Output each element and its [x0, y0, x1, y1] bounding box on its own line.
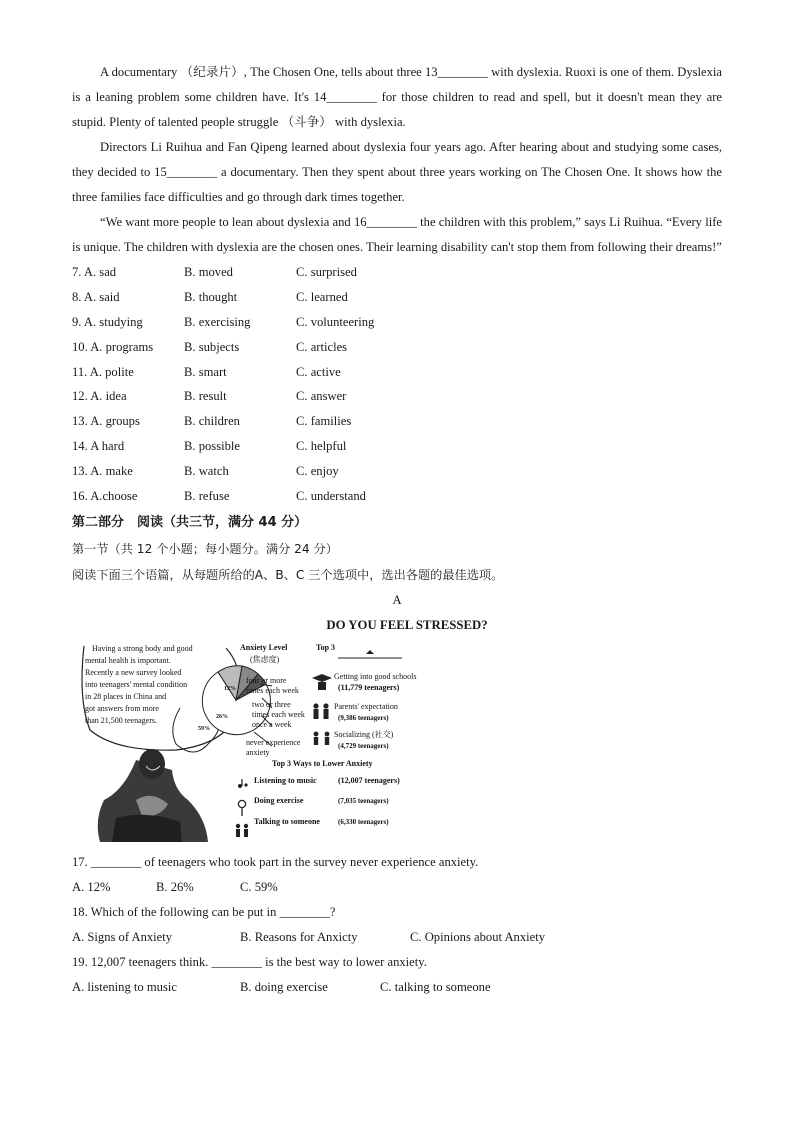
section-title: 第二部分 阅读（共三节，满分 44 分） — [72, 514, 308, 530]
legend-four-or-more: times each week — [246, 685, 299, 695]
way-name: Listening to music — [254, 775, 317, 785]
section-subtitle: 第一节（共 12 个小题；每小题分。满分 24 分） — [72, 541, 338, 556]
survey-intro-line: in 28 places in China and — [85, 691, 167, 701]
triangle-icon — [366, 650, 374, 654]
option-a: 14. A hard — [72, 439, 125, 454]
option-a: 13. A. make — [72, 464, 133, 479]
survey-infographic — [76, 640, 476, 844]
option-c: C. helpful — [296, 439, 347, 454]
parents-icon — [313, 703, 328, 719]
option-row — [72, 310, 722, 335]
option-c: C. volunteering — [296, 314, 375, 329]
legend-two-or-three: times each week — [252, 709, 305, 719]
survey-intro-line: mental health is important. — [85, 655, 171, 665]
option-c: C. answer — [296, 389, 347, 404]
socializing-icon — [314, 732, 330, 745]
passage-letter: A — [392, 592, 402, 607]
option-b: B. moved — [184, 265, 233, 279]
document-page — [72, 60, 722, 1000]
way-name: Doing exercise — [254, 795, 304, 805]
option-c: C. Opinions about Anxiety — [410, 929, 546, 944]
section-instruction: 阅读下面三个语篇，从每题所给的A、B、C 三个选项中，选出各题的最佳选项。 — [72, 567, 504, 582]
passage-paragraph-3: “We want more people to lean about dyslexia and 16________ the children with this problem,” says Li Ruihua. “Every life is unique. The children with dyslexia are the chosen ones. Their learning disability can't stop them from following their dreams!” — [72, 215, 722, 254]
way-count: (7,035 teenagers) — [338, 796, 389, 805]
option-a: 8. A. said — [72, 289, 120, 304]
option-a: 16. A.choose — [72, 489, 138, 504]
option-row — [72, 335, 722, 360]
option-a: 12. A. idea — [72, 389, 127, 404]
option-b: B. watch — [184, 464, 229, 479]
question-stem: 19. 12,007 teenagers think. ________ is the best way to lower anxiety. — [72, 954, 427, 969]
anxiety-level-heading: Anxiety Level — [240, 642, 288, 652]
anxiety-level-heading-cn: (焦虑度) — [250, 654, 280, 664]
question-stem: 18. Which of the following can be put in ________? — [72, 904, 336, 919]
survey-intro-line: Recently a new survey looked — [85, 667, 182, 677]
option-row — [72, 459, 722, 484]
option-row — [72, 360, 722, 385]
option-b: B. exercising — [184, 314, 251, 329]
talking-icon — [236, 824, 248, 837]
option-b: B. possible — [184, 439, 240, 454]
survey-intro-line: Having a strong body and good — [92, 643, 193, 653]
way-name: Talking to someone — [254, 816, 320, 826]
survey-intro-line: than 21,500 teenagers. — [85, 715, 157, 725]
option-c: C. surprised — [296, 265, 357, 279]
option-b: B. smart — [184, 364, 227, 379]
way-count: (6,330 teenagers) — [338, 817, 389, 826]
option-c: C. talking to someone — [380, 979, 491, 994]
option-b: B. result — [184, 389, 227, 404]
question-options — [72, 925, 722, 950]
option-a: 11. A. polite — [72, 364, 134, 379]
option-c: C. enjoy — [296, 464, 339, 479]
option-b: B. 26% — [156, 879, 194, 894]
cause-count: (9,386 teenagers) — [338, 713, 389, 722]
legend-never: never experience — [246, 737, 301, 747]
option-a: 13. A. groups — [72, 414, 140, 429]
survey-intro-line: got answers from more — [85, 703, 159, 713]
cloze-options — [72, 260, 722, 509]
top3-heading: Top 3 — [316, 642, 336, 652]
option-row — [72, 484, 722, 509]
pie-label: 59% — [198, 725, 210, 732]
cause-count: (11,779 teenagers) — [338, 682, 400, 692]
option-c: C. 59% — [240, 879, 278, 894]
pie-label: 26% — [216, 713, 228, 720]
passage-paragraph-2: Directors Li Ruihua and Fan Qipeng learned about dyslexia four years ago. After hearing about and studying some cases, they decided to 15________ a documentary. Then they spent about three years working on The Chosen One. It shows how the three families face difficulties and go through dark times together. — [72, 140, 722, 204]
option-row — [72, 384, 722, 409]
ways-heading: Top 3 Ways to Lower Anxiety — [272, 758, 373, 768]
option-a: 10. A. programs — [72, 339, 154, 354]
option-b: B. children — [184, 414, 240, 429]
pie-label: 12% — [224, 685, 236, 692]
option-a: A. Signs of Anxiety — [72, 929, 173, 944]
stressed-teen-illustration — [98, 749, 208, 842]
legend-never: anxiety — [246, 747, 270, 757]
option-a: A. listening to music — [72, 979, 177, 994]
cause-name: Socializing (社交) — [334, 729, 394, 739]
cause-name: Parents' expectation — [334, 701, 398, 711]
option-c: C. active — [296, 364, 341, 379]
option-b: B. subjects — [184, 339, 240, 354]
cause-count: (4,729 teenagers) — [338, 741, 389, 750]
option-row — [72, 285, 722, 310]
option-b: B. doing exercise — [240, 979, 328, 994]
passage-title: DO YOU FEEL STRESSED? — [326, 617, 488, 632]
option-a: A. 12% — [72, 879, 111, 894]
option-b: B. refuse — [184, 489, 230, 504]
option-a: 9. A. studying — [72, 314, 143, 329]
way-count: (12,007 teenagers) — [338, 775, 400, 785]
legend-once-a-week: once a week — [252, 719, 292, 729]
option-c: C. families — [296, 414, 352, 429]
graduation-cap-icon — [312, 674, 332, 690]
option-row — [72, 434, 722, 459]
option-row — [72, 409, 722, 434]
music-icon — [238, 779, 248, 788]
passage-paragraph-1: A documentary （纪录片）, The Chosen One, tells about three 13________ with dyslexia. Ruoxi is one of them. Dyslexia is a leaning problem some children have. It's 14________ for those children to read and spell, but it doesn't mean they are stupid. Plenty of talented people struggle （斗争） with dyslexia. — [72, 65, 722, 129]
cause-name: Getting into good schools — [334, 671, 417, 681]
option-c: C. understand — [296, 489, 366, 504]
option-a: 7. A. sad — [72, 265, 117, 279]
question-stem: 17. ________ of teenagers who took part in the survey never experience anxiety. — [72, 854, 479, 869]
survey-intro-line: into teenagers' mental condition — [85, 679, 188, 689]
legend-two-or-three: two or three — [252, 699, 291, 709]
question-options — [72, 975, 722, 1000]
exercise-icon — [238, 800, 245, 816]
legend-four-or-more: four or more — [246, 675, 287, 685]
option-row — [72, 260, 722, 285]
option-c: C. learned — [296, 289, 348, 304]
option-b: B. thought — [184, 289, 238, 304]
option-b: B. Reasons for Anxicty — [240, 929, 358, 944]
option-c: C. articles — [296, 339, 348, 354]
question-options — [72, 875, 722, 900]
